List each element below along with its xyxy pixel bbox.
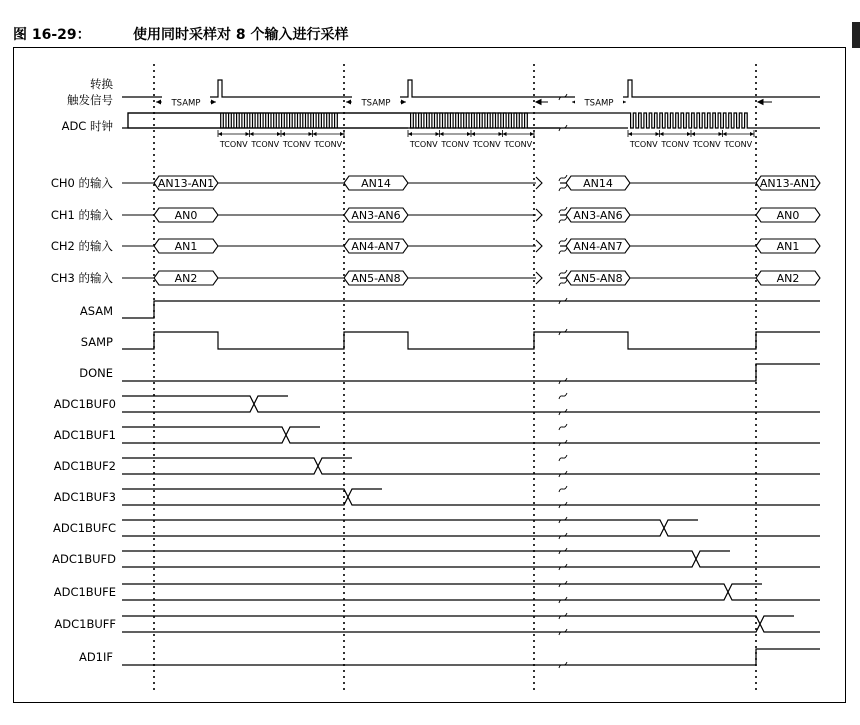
ch0-value-2: AN14: [361, 177, 391, 190]
svg-text:TCONV: TCONV: [282, 140, 311, 149]
buf0-waveform: [122, 396, 820, 412]
tsamp-tail-arrow: [536, 100, 548, 105]
buff-label: ADC1BUFF: [54, 617, 116, 631]
ch3-value-1: AN2: [174, 272, 198, 285]
break-mark-30: [559, 280, 567, 286]
ch3-label: CH3 的输入: [50, 271, 113, 285]
svg-text:TCONV: TCONV: [724, 140, 753, 149]
tsamp-arrow-1: [156, 96, 216, 109]
svg-text:TSAMP: TSAMP: [361, 98, 391, 109]
trigger-waveform: [122, 80, 820, 97]
ch3-gap-left: [536, 272, 542, 284]
tsamp-arrow-2: [346, 96, 406, 109]
ad1if-label: AD1IF: [78, 650, 113, 664]
ch1-value-2: AN3-AN6: [351, 209, 401, 222]
break-mark-10: [559, 455, 567, 461]
asam-label: ASAM: [79, 304, 113, 318]
ch1-value-4: AN0: [776, 209, 800, 222]
ch2-value-3: AN4-AN7: [573, 240, 623, 253]
ch1-value-1: AN0: [174, 209, 198, 222]
ch2-gap-left: [536, 240, 542, 252]
bufd-waveform: [122, 551, 820, 567]
svg-text:TCONV: TCONV: [692, 140, 721, 149]
trigger-label: 转换: [90, 77, 113, 91]
svg-text:TCONV: TCONV: [629, 140, 658, 149]
svg-text:TCONV: TCONV: [661, 140, 690, 149]
svg-text:TCONV: TCONV: [409, 140, 438, 149]
ch3-value-4: AN2: [776, 272, 800, 285]
break-mark-29: [559, 270, 567, 276]
asam-waveform: [122, 301, 820, 318]
svg-text:TCONV: TCONV: [314, 140, 343, 149]
buf3-label: ADC1BUF3: [53, 490, 116, 504]
break-mark-24: [559, 185, 567, 191]
tconv-group-3: [628, 130, 754, 149]
done-label: DONE: [79, 366, 113, 380]
ch0-value-1: AN13-AN1: [157, 177, 215, 190]
ch1-value-3: AN3-AN6: [573, 209, 623, 222]
figure-title: 使用同时采样对 8 个输入进行采样: [133, 27, 349, 43]
tconv-group-1: [218, 130, 344, 149]
samp-waveform: [122, 332, 820, 349]
ch3-value-3: AN5-AN8: [573, 272, 623, 285]
ch3-value-2: AN5-AN8: [351, 272, 401, 285]
ch1-bus: [122, 208, 820, 222]
bufe-label: ADC1BUFE: [53, 585, 116, 599]
buf1-waveform: [122, 427, 820, 443]
tconv-group-2: [408, 130, 534, 149]
break-mark-8: [559, 424, 567, 430]
buf3-waveform: [122, 489, 820, 505]
buff-waveform: [122, 616, 820, 632]
ch0-value-4: AN13-AN1: [759, 177, 817, 190]
ch0-label: CH0 的输入: [50, 176, 113, 190]
bufe-waveform: [122, 584, 820, 600]
trigger-label-2: 触发信号: [67, 93, 113, 107]
break-mark-23: [559, 175, 567, 181]
ch3-bus: [122, 271, 820, 285]
bufc-label: ADC1BUFC: [52, 521, 116, 535]
buf2-label: ADC1BUF2: [53, 459, 116, 473]
ch0-bus: [122, 176, 820, 190]
ch2-value-1: AN1: [174, 240, 198, 253]
svg-text:TCONV: TCONV: [504, 140, 533, 149]
break-mark-26: [559, 217, 567, 223]
break-mark-6: [559, 393, 567, 399]
ch2-value-2: AN4-AN7: [351, 240, 401, 253]
figure-number: 图 16-29：: [13, 27, 91, 43]
ch1-gap-left: [536, 209, 542, 221]
break-mark-28: [559, 248, 567, 254]
break-mark-25: [559, 207, 567, 213]
done-waveform: [122, 364, 820, 381]
adc-clock-label: ADC 时钟: [61, 119, 113, 133]
ch2-bus: [122, 239, 820, 253]
adc-clock-waveform-1: [122, 113, 560, 128]
tsamp-tail-arrow-2: [758, 100, 772, 105]
buf2-waveform: [122, 458, 820, 474]
samp-label: SAMP: [80, 335, 113, 349]
ch2-label: CH2 的输入: [50, 239, 113, 253]
bufd-label: ADC1BUFD: [52, 552, 116, 566]
svg-text:TCONV: TCONV: [219, 140, 248, 149]
ch0-gap-left: [536, 177, 542, 189]
svg-text:TSAMP: TSAMP: [171, 98, 201, 109]
ad1if-waveform: [122, 649, 820, 665]
buf1-label: ADC1BUF1: [53, 428, 116, 442]
break-mark-12: [559, 486, 567, 492]
ch1-label: CH1 的输入: [50, 208, 113, 222]
svg-text:TCONV: TCONV: [441, 140, 470, 149]
ch2-value-4: AN1: [776, 240, 800, 253]
break-mark-27: [559, 238, 567, 244]
tsamp-arrow-3: [572, 96, 626, 109]
svg-text:TSAMP: TSAMP: [584, 98, 614, 109]
svg-text:TCONV: TCONV: [251, 140, 280, 149]
bufc-waveform: [122, 520, 820, 536]
buf0-label: ADC1BUF0: [53, 397, 116, 411]
ch0-value-3: AN14: [583, 177, 613, 190]
svg-text:TCONV: TCONV: [472, 140, 501, 149]
